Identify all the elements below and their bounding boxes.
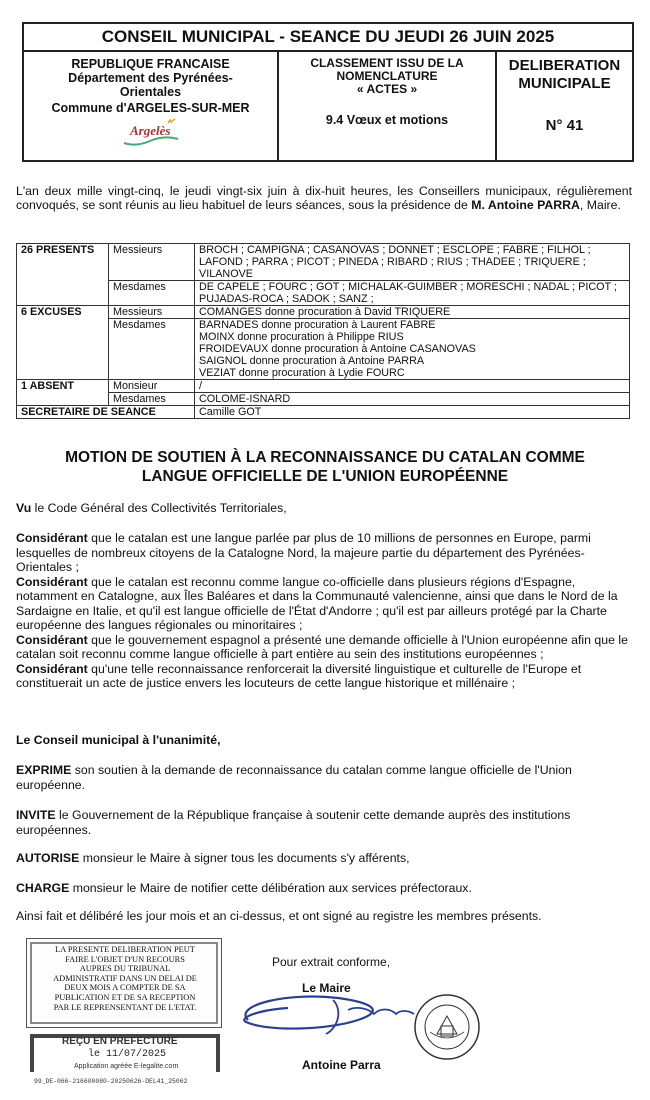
deliberation-number: N° 41 bbox=[545, 117, 584, 134]
municipale-label: MUNICIPALE bbox=[518, 75, 611, 92]
vu-paragraph bbox=[16, 501, 634, 516]
attendance-table bbox=[16, 243, 630, 419]
commune-label: Commune d'ARGELES-SUR-MER bbox=[51, 101, 250, 115]
republique-label: REPUBLIQUE FRANCAISE bbox=[71, 57, 230, 71]
considerant-4 bbox=[16, 662, 634, 691]
considerant-text: que le catalan est reconnu comme langue co-officielle dans plusieurs régions d'Espagne, notamment en Catalogne, aux Îles Baléares et dans la Communauté valencienne, ainsi que dans le Nord de la Sardaigne en Italie, et qu'il est langue officielle de l'État d'Andorre ; qu'il est par ailleurs protégé par la Charte européenne des langues régionales ou minoritaires ; bbox=[16, 574, 618, 632]
list-item: VILANOVE bbox=[199, 268, 254, 280]
list-item: VEZIAT donne procuration à Lydie FOURC bbox=[199, 367, 405, 379]
prefecture-receipt-title: REÇU EN PREFECTURE bbox=[62, 1036, 178, 1047]
charge-paragraph bbox=[16, 881, 634, 896]
stamp-line: ADMINISTRATIF DANS UN DELAI DE bbox=[53, 973, 197, 983]
prefecture-receipt-date: le 11/07/2025 bbox=[88, 1049, 167, 1060]
deliberation-label: DELIBERATION bbox=[508, 57, 621, 74]
classement-block bbox=[279, 52, 497, 160]
list-item: SAIGNOL donne procuration à Antoine PARRA bbox=[199, 355, 425, 367]
extrait-label: Pour extrait conforme, bbox=[272, 955, 391, 969]
table-row bbox=[17, 380, 630, 393]
vu-text: le Code Général des Collectivités Territoriales, bbox=[31, 501, 287, 515]
intro-suffix: , Maire. bbox=[579, 198, 621, 212]
list-item: FROIDEVAUX donne procuration à Antoine CASANOVAS bbox=[199, 343, 476, 355]
mesdames-label: Mesdames bbox=[109, 319, 195, 380]
commune-block bbox=[24, 52, 279, 160]
autorise-label: AUTORISE bbox=[16, 851, 80, 865]
stamp-line: AUPRES DU TRIBUNAL bbox=[79, 964, 171, 974]
charge-label: CHARGE bbox=[16, 881, 70, 895]
mairie-seal bbox=[412, 992, 482, 1062]
prefecture-agree-text: Application agréée E-legalite.com bbox=[74, 1063, 179, 1070]
charge-text: monsieur le Maire de notifier cette délibération aux services préfectoraux. bbox=[69, 881, 472, 895]
table-row bbox=[17, 406, 630, 419]
recours-stamp bbox=[26, 938, 222, 1028]
list-item: BROCH ; CAMPIGNA ; CASANOVAS ; DONNET ; ESCLOPE ; FABRE ; FILHOL ; bbox=[199, 244, 591, 256]
maire-label: Le Maire bbox=[302, 981, 351, 995]
president-name: M. Antoine PARRA bbox=[471, 198, 580, 212]
messieurs-label: Messieurs bbox=[109, 244, 195, 281]
list-item: BARNADES donne procuration à Laurent FABRE bbox=[199, 319, 436, 331]
messieurs-label: Messieurs bbox=[109, 306, 195, 319]
considerant-text: qu'une telle reconnaissance renforcerait la diversité linguistique et culturelle de l'Europe et constituerait un acte de justice envers les locuteurs de cette langue historique et millénaire ; bbox=[16, 661, 582, 690]
considerant-label: Considérant bbox=[16, 661, 88, 676]
presents-label: 26 PRESENTS bbox=[17, 244, 109, 306]
conseil-text: Le Conseil municipal à l'unanimité, bbox=[16, 733, 221, 747]
motion-title bbox=[20, 448, 630, 486]
considerant-2 bbox=[16, 575, 634, 633]
table-row bbox=[17, 281, 630, 306]
considerant-1 bbox=[16, 531, 634, 575]
exprime-label: EXPRIME bbox=[16, 763, 72, 777]
table-row bbox=[17, 244, 630, 281]
excuses-messieurs: COMANGES donne procuration à David TRIQUERE bbox=[195, 306, 630, 319]
recours-stamp-text bbox=[35, 945, 215, 1012]
considerant-text: que le catalan est une langue parlée par plus de 10 millions de personnes en Europe, parmi lesquelles de nombreux citoyens de la Catalogne Nord, la majeure partie du département des Pyrénées-Orientales ; bbox=[16, 531, 591, 574]
secretaire-label: SECRETAIRE DE SEANCE bbox=[17, 406, 195, 419]
document-title: CONSEIL MUNICIPAL - SEANCE DU JEUDI 26 JUIN 2025 bbox=[22, 22, 634, 50]
invite-label: INVITE bbox=[16, 808, 56, 822]
considerant-3 bbox=[16, 633, 634, 662]
intro-paragraph bbox=[16, 184, 632, 212]
actes-label: « ACTES » bbox=[356, 82, 418, 96]
invite-text: le Gouvernement de la République française à soutenir cette demande auprès des institutions européennes. bbox=[16, 808, 571, 837]
table-row bbox=[17, 319, 630, 380]
vu-label: Vu bbox=[16, 501, 32, 515]
departement-label: Département des Pyrénées- bbox=[68, 71, 233, 85]
considerants-block bbox=[16, 531, 634, 691]
departement-label-2: Orientales bbox=[119, 85, 182, 99]
mesdames-label: Mesdames bbox=[109, 281, 195, 306]
exprime-paragraph bbox=[16, 763, 634, 792]
list-item: PUJADAS-ROCA ; SADOK ; SANZ ; bbox=[199, 293, 374, 305]
list-item: LAFOND ; PARRA ; PICOT ; PINEDA ; RIBARD ; RIUS ; THADEE ; TRIQUERE ; bbox=[199, 256, 586, 268]
autorise-text: monsieur le Maire à signer tous les documents s'y afférents, bbox=[79, 851, 410, 865]
intro-text: L'an deux mille vingt-cinq, le jeudi vingt-six juin à dix-huit heures, les Conseillers municipaux, régulièrement convoqués, se sont réunis au lieu habituel de leurs séances, sous la présidence de bbox=[16, 184, 632, 212]
excuses-label: 6 EXCUSES bbox=[17, 306, 109, 380]
messieurs-present-list bbox=[195, 244, 630, 281]
considerant-label: Considérant bbox=[16, 531, 88, 545]
classement-label: CLASSEMENT ISSU DE LA bbox=[310, 56, 464, 70]
prefecture-code: 99_DE-066-216600080-20250626-DEL41_25062 bbox=[34, 1078, 188, 1085]
absent-mesdames: COLOME-ISNARD bbox=[195, 393, 630, 406]
motion-title-line1: MOTION DE SOUTIEN À LA RECONNAISSANCE DU CATALAN COMME bbox=[65, 449, 585, 466]
considerant-label: Considérant bbox=[16, 574, 88, 589]
maire-name: Antoine Parra bbox=[302, 1058, 381, 1072]
motion-title-line2: LANGUE OFFICIELLE DE L'UNION EUROPÉENNE bbox=[141, 468, 509, 485]
deliberation-block bbox=[497, 52, 632, 160]
absent-label: 1 ABSENT bbox=[17, 380, 109, 406]
list-item: DE CAPELE ; FOURC ; GOT ; MICHALAK-GUIMBER ; MORESCHI ; NADAL ; PICOT ; bbox=[199, 281, 617, 293]
stamp-line: PUBLICATION ET DE SA RECEPTION bbox=[54, 992, 196, 1002]
table-row bbox=[17, 393, 630, 406]
stamp-line: PAR LE REPRENSENTANT DE L'ETAT. bbox=[53, 1002, 197, 1012]
stamp-line: LA PRESENTE DELIBERATION PEUT bbox=[55, 945, 195, 954]
stamp-line: FAIRE L'OBJET D'UN RECOURS bbox=[65, 954, 185, 964]
conseil-statement bbox=[16, 733, 634, 748]
autorise-paragraph bbox=[16, 851, 634, 866]
argeles-logo bbox=[116, 117, 186, 153]
considerant-text: que le gouvernement espagnol a présenté une demande officielle à l'Union européenne afin que le catalan soit reconnu comme langue officielle à part entière au sein des institutions européennes ; bbox=[16, 632, 628, 661]
nomenclature-label: NOMENCLATURE bbox=[336, 69, 438, 83]
mesdames-present-list bbox=[195, 281, 630, 306]
table-row bbox=[17, 306, 630, 319]
header-grid bbox=[22, 50, 634, 162]
monsieur-label: Monsieur bbox=[109, 380, 195, 393]
absent-monsieur: / bbox=[195, 380, 630, 393]
invite-paragraph bbox=[16, 808, 634, 837]
classement-code: 9.4 Vœux et motions bbox=[325, 113, 449, 127]
list-item: MOINX donne procuration à Philippe RIUS bbox=[199, 331, 404, 343]
stamp-line: DEUX MOIS A COMPTER DE SA bbox=[64, 983, 186, 993]
ainsi-paragraph: Ainsi fait et délibéré les jour mois et an ci-dessus, et ont signé au registre les membres présents. bbox=[16, 909, 542, 923]
excuses-mesdames-list bbox=[195, 319, 630, 380]
svg-text:Argelès: Argelès bbox=[129, 123, 170, 138]
mesdames-label: Mesdames bbox=[109, 393, 195, 406]
secretaire-name: Camille GOT bbox=[195, 406, 630, 419]
considerant-label: Considérant bbox=[16, 632, 88, 647]
exprime-text: son soutien à la demande de reconnaissance du catalan comme langue officielle de l'Union européenne. bbox=[16, 763, 572, 792]
